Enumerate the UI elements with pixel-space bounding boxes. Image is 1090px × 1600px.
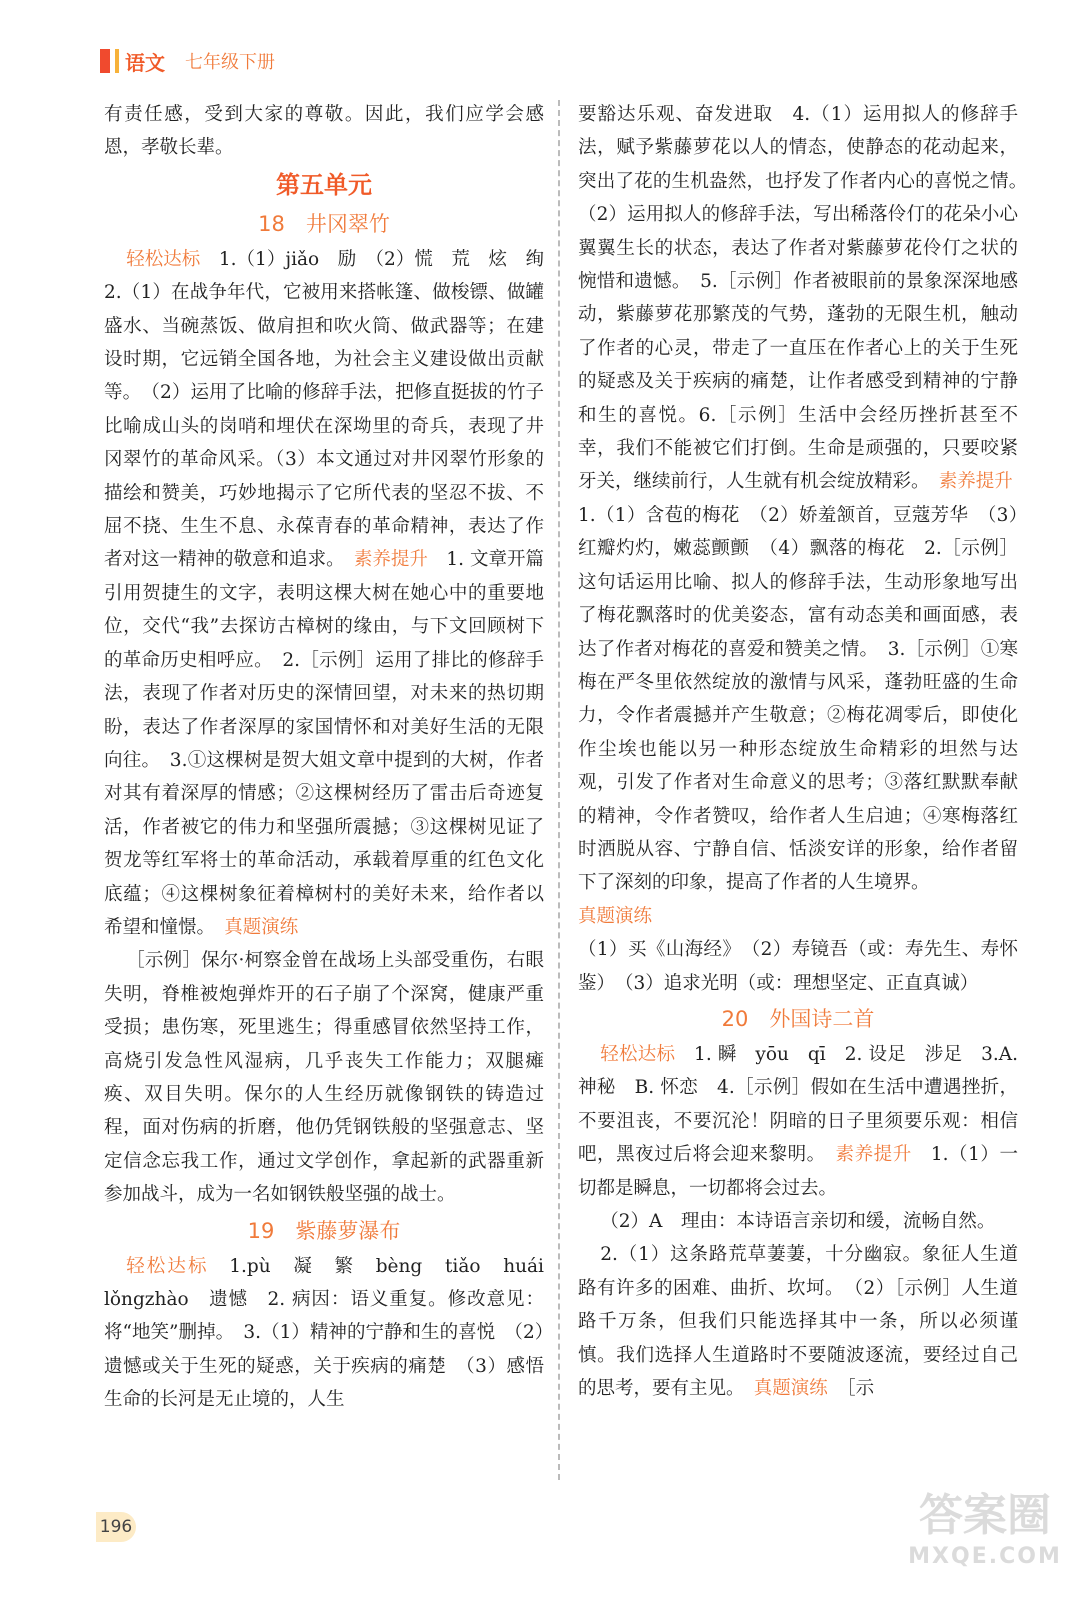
tag-quality: 素养提升 <box>353 549 428 571</box>
lesson-19-exam <box>578 900 1018 933</box>
watermark-logo: 答案圈 <box>919 1490 1051 1541</box>
answer-text: 1. 文章开篇引用贺捷生的文字，表明这棵大树在她心中的重要地位，交代“我”去探访古樟树的缘由，与下文回顾树下的革命历史相呼应。 2.［示例］运用了排比的修辞手法，表现了作者对历史的深情回望，对未来的热切期盼，表达了作者深厚的家国情怀和对美好生活的无限向往。 3.①这棵树是贺大姐文章中提到的大树，作者对其有着深厚的情感；②这棵树经历了雷击后奇迹复活，作者被它的伟力和坚强所震撼；③这棵树见证了贺龙等红军将士的革命活动，承载着厚重的红色文化底蕴；④这棵树象征着樟树村的美好未来，给作者以希望和憧憬。 <box>104 549 544 938</box>
right-column <box>578 98 1037 1405</box>
answer-text: ［示 <box>846 1378 875 1400</box>
lesson-20-answers <box>578 1038 1018 1205</box>
tag-easy: 轻松达标 <box>600 1043 676 1065</box>
answer-text: 1.pù 凝 繁 bèng tiǎo huái lǒngzhào 遗憾 2. 病因：语义重复。修改意见：将“地笑”删掉。 3.（1）精神的宁静和生的喜悦 （2）遗憾或关于生死的疑惑，关于疾病的痛楚 （3）感悟生命的长河是无止境的，人生 <box>104 1255 563 1411</box>
tag-quality: 素养提升 <box>938 471 1013 493</box>
header-accent-bar-secondary <box>115 49 119 73</box>
lesson-20-title: 20 外国诗二首 <box>721 1006 875 1031</box>
watermark-url: MXQE.COM <box>908 1544 1062 1569</box>
header-grade: 七年级下册 <box>185 52 275 73</box>
left-column <box>104 98 563 1417</box>
page-number: 196 <box>96 1512 136 1542</box>
tag-quality: 素养提升 <box>835 1144 912 1166</box>
answer-text: 要豁达乐观、奋发进取 4.（1）运用拟人的修辞手法，赋予紫藤萝花以人的情态，使静态的花动起来，突出了花的生机盎然，也抒发了作者内心的喜悦之情。 （2）运用拟人的修辞手法，写出稀落伶仃的花朵小心翼翼生长的状态，表达了作者对紫藤萝花伶仃之状的惋惜和遗憾。 5.［示例］作者被眼前的景象深深地感动，紫藤萝花那繁茂的气势，蓬勃的无限生机，触动了作者的心灵，带走了一直压在作者心上的关于生死的疑惑及关于疾病的痛楚，让作者感受到精神的宁静和生的喜悦。6.［示例］生活中会经历挫折甚至不幸，我们不能被它们打倒。生命是顽强的，只要咬紧牙关，继续前行，人生就有机会绽放精彩。 <box>578 104 1037 493</box>
header-accent-bar <box>100 49 110 73</box>
lesson-19-quality-answers: 1.（1）含苞的梅花 （2）娇羞颔首，豆蔻芳华 （3）红瓣灼灼，嫩蕊颤颤 （4）飘落的梅花 2.［示例］这句话运用比喻、拟人的修辞手法，生动形象地写出了梅花飘落时的优美姿态，富有动态美和画面感，表达了作者对梅花的喜爱和赞美之情。 3.［示例］①寒梅在严冬里依然绽放的激情与风采，蓬勃旺盛的生命力，令作者震撼并产生敬意；②梅花凋零后，即使化作尘埃也能以另一种形态绽放生命精彩的坦然与达观，引发了作者对生命意义的思考；③落红默默奉献的精神，令作者赞叹，给作者人生启迪；④寒梅落红时洒脱从容、宁静自信、恬淡安详的形象，给作者留下了深刻的印象，提高了作者的人生境界。 <box>578 504 1018 894</box>
lesson-18-exam-answer: ［示例］保尔·柯察金曾在战场上头部受重伤，右眼失明，脊椎被炮弹炸开的石子崩了个深窝，健康严重受损；患伤寒，死里逃生；得重感冒依然坚持工作，高烧引发急性风湿病，几乎丧失工作能力；双腿瘫痪、双目失明。保尔的人生经历就像钢铁的铸造过程，面对伤病的折磨，他仍凭钢铁般的坚强意志、坚定信念忘我工作，通过文学创作，拿起新的武器重新参加战斗，成为一名如钢铁般坚强的战士。 <box>104 950 544 1206</box>
tag-exam: 真题演练 <box>578 905 653 927</box>
answer-text: 1.（1）jiǎo 励 （2）慌 荒 炫 绚 2.（1）在战争年代，它被用来搭帐篷、做梭镖、做罐盛水、当碗蒸饭、做肩担和吹火筒、做武器等；在建设时期，它远销全国各地，为社会主义建设做出贡献等。 （2）运用了比喻的修辞手法，把修直挺拔的竹子比喻成山头的岗哨和埋伏在深坳里的奇兵，表现了井冈翠竹的革命风采。（3）本文通过对井冈翠竹形象的描绘和赞美，巧妙地揭示了它所代表的坚忍不拔、不屈不挠、生生不息、永葆青春的革命精神，表达了作者对这一精神的敬意和追求。 <box>104 248 563 571</box>
left-paragraph-intro: 有责任感，受到大家的尊敬。因此，我们应学会感恩，孝敬长辈。 <box>104 104 544 159</box>
tag-exam: 真题演练 <box>753 1378 828 1400</box>
lesson-19-answers-continued <box>578 98 1037 499</box>
page-header <box>100 44 275 78</box>
tag-easy: 轻松达标 <box>126 1255 209 1277</box>
answer-text: 1.（1）一切都是瞬息，一切都将会过去。 <box>578 1144 1018 1199</box>
tag-exam: 真题演练 <box>224 916 299 938</box>
tag-easy: 轻松达标 <box>126 248 201 270</box>
column-divider <box>558 100 560 1480</box>
lesson-18-title: 18 井冈翠竹 <box>258 211 390 236</box>
lesson-19-answers <box>104 1250 563 1417</box>
lesson-19-title: 19 紫藤萝瀑布 <box>247 1218 401 1243</box>
watermark <box>900 1488 1070 1588</box>
unit-title: 第五单元 <box>276 170 372 199</box>
lesson-20-answer-2: （2）A 理由：本诗语言亲切和缓，流畅自然。 <box>600 1211 996 1232</box>
answer-text: 2.（1）这条路荒草萋萋，十分幽寂。象征人生道路有许多的困难、曲折、坎坷。 （2）［示例］人生道路千万条，但我们只能选择其中一条，所以必须谨慎。我们选择人生道路时不要随波逐流，要经过自己的思考，要有主见。 <box>578 1244 1018 1400</box>
header-subject: 语文 <box>125 50 165 75</box>
lesson-18-answers <box>104 243 563 945</box>
answer-text: 1. 瞬 yōu qī 2. 设足 涉足 3.A. 神秘 B. 怀恋 4.［示例］假如在生活中遭遇挫折，不要沮丧，不要沉沦！阴暗的日子里须要乐观：相信吧，黑夜过后将会迎来黎明。 <box>578 1043 1018 1166</box>
lesson-19-exam-answer: （1）买《山海经》 （2）寿镜吾（或：寿先生、寿怀鉴） （3）追求光明（或：理想坚定、正直真诚） <box>578 939 1018 994</box>
lesson-20-answers-more <box>578 1238 1018 1405</box>
